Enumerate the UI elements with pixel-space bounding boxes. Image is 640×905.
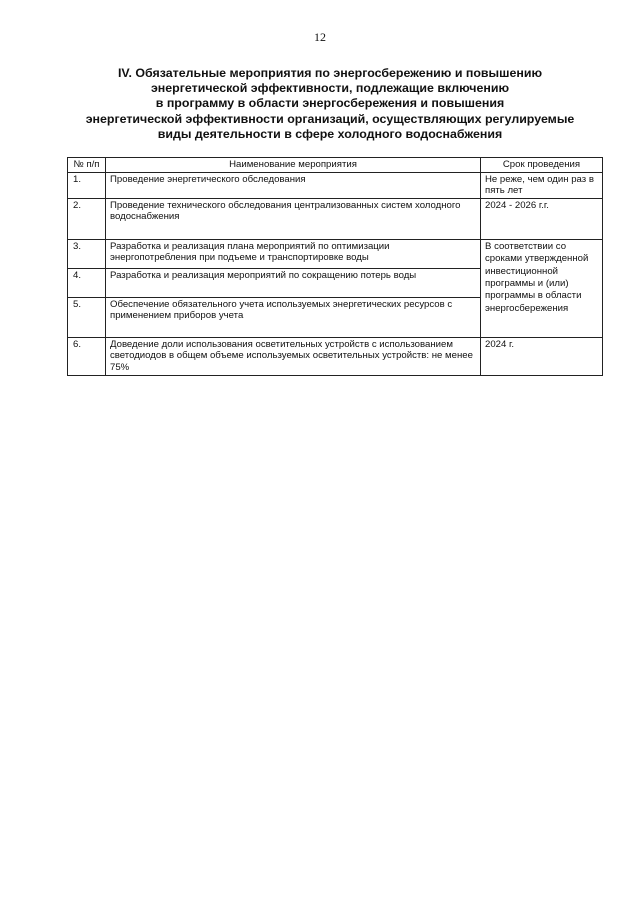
row-number: 1. [68,172,106,198]
header-term: Срок проведения [481,158,603,173]
header-number: № п/п [68,158,106,173]
table-row [68,337,603,375]
table-row [68,239,603,268]
row-term-merged: В соответствии со сроками утвержденной инвестиционной программы и (или) программы в области энергосбережения [481,239,603,337]
row-name: Проведение энергетического обследования [106,172,481,198]
table-header-row [68,158,603,173]
row-number: 6. [68,337,106,375]
table-row [68,198,603,239]
row-name: Доведение доли использования осветительных устройств с использованием светодиодов в общем объеме используемых осветительных устройств: не менее 75% [106,337,481,375]
row-name: Обеспечение обязательного учета используемых энергетических ресурсов с применением приборов учета [106,297,481,337]
row-term: Не реже, чем один раз в пять лет [481,172,603,198]
row-term: 2024 - 2026 г.г. [481,198,603,239]
heading-line: виды деятельности в сфере холодного водоснабжения [157,126,503,141]
row-name: Разработка и реализация мероприятий по сокращению потерь воды [106,268,481,297]
row-name: Проведение технического обследования централизованных систем холодного водоснабжения [106,198,481,239]
row-number: 5. [68,297,106,337]
row-number: 4. [68,268,106,297]
page-number: 12 [314,30,326,44]
heading-line: энергетической эффективности, подлежащие включению [150,81,510,96]
heading-line: в программу в области энергосбережения и повышения [155,96,505,111]
heading-line: IV. Обязательные мероприятия по энергосбережению и повышению [117,66,543,80]
row-number: 2. [68,198,106,239]
row-number: 3. [68,239,106,268]
table-row [68,172,603,198]
row-term: 2024 г. [481,337,603,375]
row-name: Разработка и реализация плана мероприятий по оптимизации энергопотребления при подъеме и транспортировке воды [106,239,481,268]
header-name: Наименование мероприятия [106,158,481,173]
heading-line: энергетической эффективности организаций, осуществляющих регулируемые [85,111,575,126]
section-heading [60,66,600,142]
measures-table [67,157,603,376]
